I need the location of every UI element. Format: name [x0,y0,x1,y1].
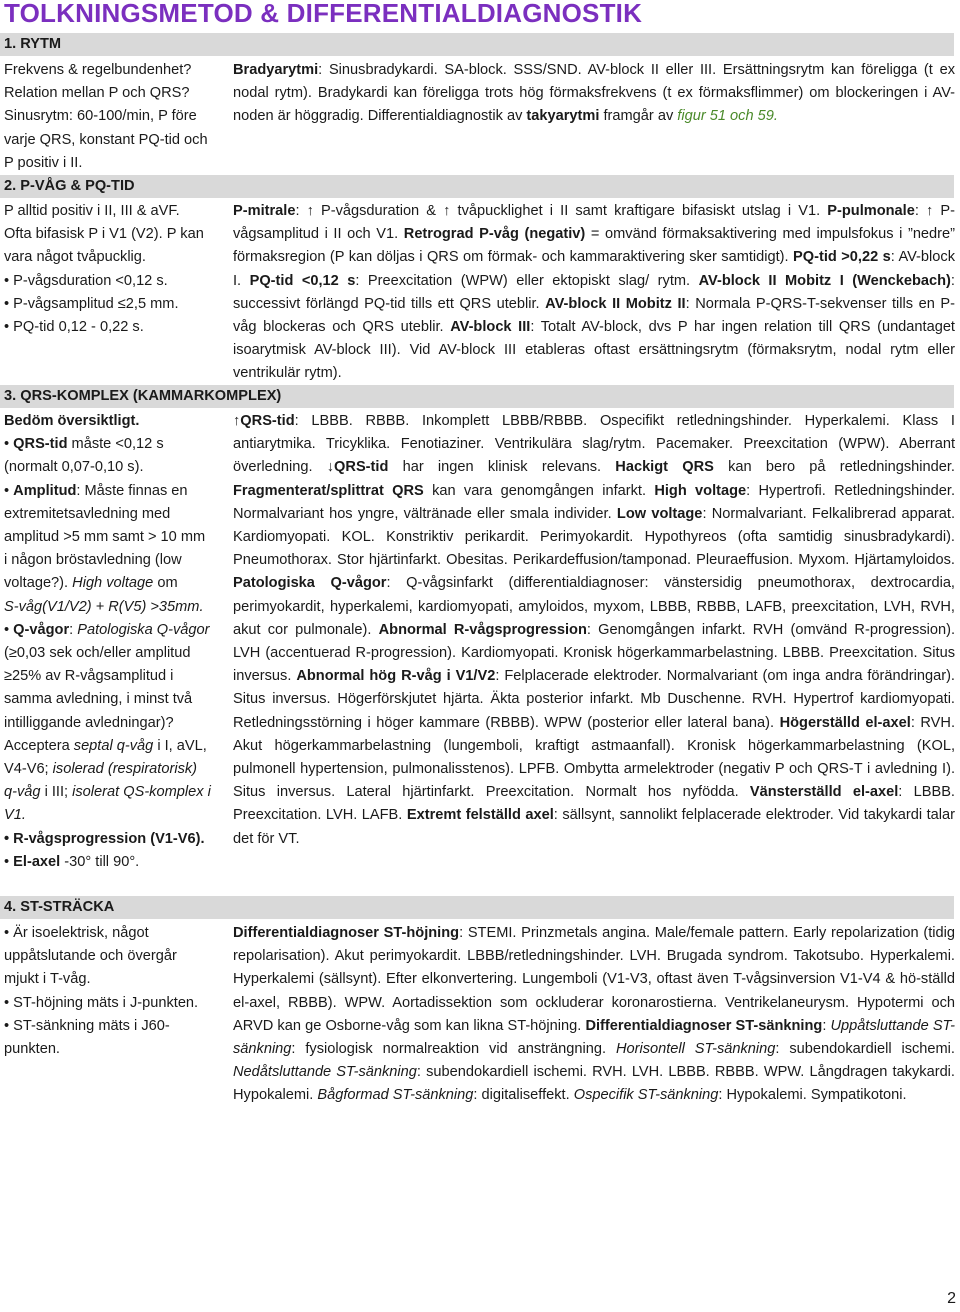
term-dd-st-sankning: Differentialdiagnoser ST-sänkning [585,1017,823,1034]
section-heading-st: 4. ST-STRÄCKA [0,896,954,919]
text: : Normalvariant. Felkalibrerad apparat. Kardiomyopati. KOL. Konstriktiv perikardit. Perimyokardit. Hypothyreos (ofta samtidig sinusbradykardi). Pneumothorax. Stor hjärtinfarkt. Obesitas. Perikardeffusion/tamponad. Pleuraeffusion. Myxom. Hjärtamyloidos. [233,505,956,569]
rytm-left-line: Relation mellan P och QRS? [4,85,190,102]
term-hackigt-qrs: Hackigt QRS [615,459,714,476]
qrs-left-line: • Amplitud: Måste finnas en [4,482,188,499]
section-pvag-right [233,200,955,386]
qrs-left-line: • Q-vågor: Patologiska Q-vågor [4,621,210,638]
st-left-line: • ST-sänkning mäts i J60- [4,1017,170,1034]
text: : sällsynt, sannolikt felplacerade elektroder. Vid takykardi talar det för VT. [233,807,955,847]
term-high-voltage: High voltage [654,482,747,499]
section-st-left [4,922,228,1061]
text: : Preexcitation (WPW) eller ektopiskt slag/ rytm. [355,272,699,289]
section-qrs-left [4,410,230,874]
term-pq-long: PQ-tid >0,22 s [793,249,891,266]
term-dd-st-hojning: Differentialdiagnoser ST-höjning [233,925,460,941]
figure-reference-link[interactable]: figur 51 och 59. [677,108,778,125]
text: : AV-block I. [233,249,955,289]
term-ospecifik: Ospecifik ST-sänkning [573,1087,719,1104]
text: framgår av [599,108,678,125]
text: : LBBB. Preexcitation. LVH. LAFB. [233,784,955,824]
pvag-left-line: Ofta bifasisk P i V1 (V2). P kan [4,226,204,243]
term-mobitz-2: AV-block II Mobitz II [545,295,686,312]
term-p-mitrale: P-mitrale [233,203,296,219]
section-st-right [233,922,955,1108]
qrs-left-line: voltage?). High voltage om [4,575,178,592]
text: : Totalt AV-block, dvs P har ingen relation till QRS (undantaget isoarytmisk AV-block III). Vid AV-block III etableras oftast ersättningsrytm (förmaksrytm, nodal rytm eller ventrikulär rytm). [233,319,955,382]
page-number: 2 [947,1290,956,1307]
qrs-left-line: (≥0,03 sek och/eller amplitud [4,645,191,662]
text: : Hypertrofi. Retledningshinder. Normalvariant hos yngre, vältränade eller smala individer. [233,482,955,522]
qrs-left-line: S-våg(V1/V2) + R(V5) >35mm. [4,598,204,615]
page-title: TOLKNINGSMETOD & DIFFERENTIALDIAGNOSTIK [4,0,643,28]
text: : Sinusbradykardi. SA-block. SSS/SND. AV-block II eller III. Ersättningsrytm kan föreligga (t ex nodal rytm). Bradykardi kan föreligga trots hög förmaksfrekvens (t ex förmaksflimmer) om blockeringen i AV-noden är höggradig. Differentialdiagnostik av [233,62,955,125]
term-patologiska-q: Patologiska Q-vågor [233,575,387,592]
qrs-left-line: • R-vågsprogression (V1-V6). [4,830,205,847]
qrs-left-line: q-våg i III; isolerat QS-komplex i [4,784,211,801]
st-left-line: • ST-höjning mäts i J-punkten. [4,994,199,1011]
qrs-left-line: (normalt 0,07-0,10 s). [4,459,144,476]
pvag-left-line: P alltid positiv i II, III & aVF. [4,203,180,219]
text: : LBBB. RBBB. Inkomplett LBBB/RBBB. Ospecifikt retledningshinder. Hyperkalemi. Klass I antiarytmika. Tricyklika. Fenotiaziner. Ventrikulära slag/rytm. Pacemaker. Preexcitation (WPW). Aberrant överledning. [233,413,955,476]
term-takyarytmi: takyarytmi [526,108,600,125]
rytm-left-line: Sinusrytm: 60-100/min, P före [4,108,197,125]
text: : Normala P-QRS-T-sekvenser tills en P-våg blockeras och QRS uteblir. [233,295,955,336]
term-mobitz-1: AV-block II Mobitz I (Wenckebach) [698,272,951,289]
qrs-left-line: amplitud >5 mm samt > 10 mm [4,529,206,546]
text: : digitaliseffekt. [473,1087,574,1104]
text: : Hypokalemi. Sympatikotoni. [718,1087,907,1104]
term-qrs-tid-down: ↓QRS-tid [326,459,389,476]
term-horisontell: Horisontell ST-sänkning [615,1041,776,1058]
pvag-left-line: • P-vågsamplitud ≤2,5 mm. [4,295,179,312]
text: har ingen klinisk relevans. [388,459,616,476]
term-bradyarytmi: Bradyarytmi [233,62,319,78]
text: : STEMI. Prinzmetals angina. Male/female pattern. Early repolarization (tidig repolarisation). Akut perimyokardit. LBBB/retledningshinder. LVH. Brugada syndrom. Takotsubo. Hyperkalemi. Hyperkalemi (sällsynt). Efter elkonvertering. Lungemboli (V1-V3, oftast även T-vågsinversion V1-V4 & hö-ställd el-axel, RBBB). WPW. Aortadissektion som ockluderar koronarostierna. Ventrikelaneurysm. Hypotermi och ARVD kan ge Osborne-våg som kan likna ST-höjning. [233,925,955,1034]
section-qrs-right [233,410,955,851]
term-nedatsluttande: Nedåtsluttande ST-sänkning [233,1064,417,1081]
text: = omvänd förmaksaktivering med impulsfokus i ”nedre” förmaksregion (P kan döljas i QRS om förmak- och kammaraktivering sker samtidigt). [233,226,956,266]
pvag-left-line: • P-vågsduration <0,12 s. [4,272,168,289]
text: : RVH. Akut högerkammarbelastning (lungemboli, kraftigt astmaanfall). Kronisk högerkammarbelastning (KOL, pulmonell hypertension, pulmonalisstenos). LPFB. Ombytta armelektroder (negativ P och QRS-T i avledning I). Situs inversus. Lateral hjärtinfarkt. Preexcitation. Normalt hos nyfödda. [233,714,955,801]
section-rytm-right [233,59,955,129]
section-heading-qrs: 3. QRS-KOMPLEX (KAMMARKOMPLEX) [0,385,954,408]
rytm-left-line: varje QRS, konstant PQ-tid och [4,131,208,148]
st-left-line: mjukt i T-våg. [4,971,91,988]
text: : Q-vågsinfarkt (differentialdiagnoser: vänstersidig pneumothorax, dextrocardia, perimyokardit, hyperkalemi, kardiomyopati, amyloidos, myxom, LBBB, RBBB, LAFB, preexcitation, LVH, RVH, akut cor pulmonale). [233,575,955,638]
text: : ↑ P-vågsamplitud i II och V1. [233,203,955,243]
term-low-voltage: Low voltage [616,505,703,522]
qrs-left-line: extremitetsavledning med [4,505,171,522]
pvag-left-line: • PQ-tid 0,12 - 0,22 s. [4,319,144,336]
rytm-left-line: Frekvens & regelbundenhet? [4,62,192,78]
text: : Genomgången infarkt. RVH (omvänd R-progression). LVH (accentuerad R-progression). Kardiomyopati. Kronisk högerkammarbelastning. LBBB. Preexcitation. Situs inversus. [233,621,956,685]
term-hogerstalld: Högerställd el-axel [779,714,911,731]
st-left-line: uppåtslutande och övergår [4,948,177,965]
section-rytm-left [4,59,228,175]
term-retrograd: Retrograd P-våg (negativ) [403,226,586,243]
term-uppatsluttande: Uppåtsluttande ST-sänkning [233,1017,955,1058]
qrs-left-line: Bedöm översiktligt. [4,413,140,429]
qrs-left-line: intilliggande avledningar)? [4,714,174,731]
qrs-left-line: • QRS-tid måste <0,12 s [4,436,164,453]
text: kan bero på retledningshinder. [713,459,955,476]
section-heading-pvag: 2. P-VÅG & PQ-TID [0,175,954,198]
st-left-line: punkten. [4,1041,60,1058]
term-bagformad: Bågformad ST-sänkning [317,1087,474,1104]
qrs-left-line: • El-axel -30° till 90°. [4,853,140,870]
qrs-left-line: i någon bröstavledning (low [4,552,182,569]
qrs-left-line: ≥25% av R-vågsamplitud i [4,668,174,685]
text: : subendokardiell ischemi. RVH. LVH. LBBB. RBBB. WPW. Långdragen takykardi. Hypokalemi. [233,1064,955,1104]
st-left-line: • Är isoelektrisk, något [4,925,149,941]
term-abnormal-hog-r: Abnormal hög R-våg i V1/V2 [296,668,496,685]
text: : ↑ P-vågsduration & ↑ tvåpucklighet i II samt kraftigare bifasiskt utslag i V1. [295,203,828,219]
term-qrs-tid-up: ↑QRS-tid [233,413,295,429]
pvag-left-line: vara något tvåpucklig. [4,249,146,266]
term-vansterstalld: Vänsterställd el-axel [749,784,899,801]
text: kan vara genomgången infarkt. [423,482,655,499]
rytm-left-line: P positiv i II. [4,154,83,171]
text: : subendokardiell ischemi. [775,1041,955,1058]
qrs-left-line: V4-V6; isolerad (respiratorisk) [4,761,198,778]
term-fragmenterat: Fragmenterat/splittrat QRS [233,482,424,499]
text: : [822,1017,831,1034]
term-av-block-3: AV-block III [450,319,531,336]
qrs-left-line: V1. [4,807,26,824]
term-p-pulmonale: P-pulmonale [827,203,915,219]
qrs-left-line: samma avledning, i minst två [4,691,193,708]
text: : fysiologisk normalreaktion vid ansträngning. [291,1041,616,1058]
qrs-left-line: Acceptera septal q-våg i I, aVL, [4,737,207,754]
text: : successivt förlängd PQ-tid tills ett QRS uteblir. [233,272,955,312]
term-extremt: Extremt felställd axel [406,807,554,824]
section-pvag-left [4,200,228,339]
section-heading-rytm: 1. RYTM [0,33,954,56]
text: : Felplacerade elektroder. Normalvariant (om inga andra förändringar). Situs inversus. Högerförskjutet hjärta. Äkta posterior infarkt. Mb Duschenne. RVH. Hypertrof kardiomyopati. Retledningsstörning i höger kammare (RBBB). WPW (posterior eller lateral bana). [233,668,955,731]
term-pq-short: PQ-tid <0,12 s [249,272,356,289]
term-abnormal-r-prog: Abnormal R-vågsprogression [378,621,587,638]
